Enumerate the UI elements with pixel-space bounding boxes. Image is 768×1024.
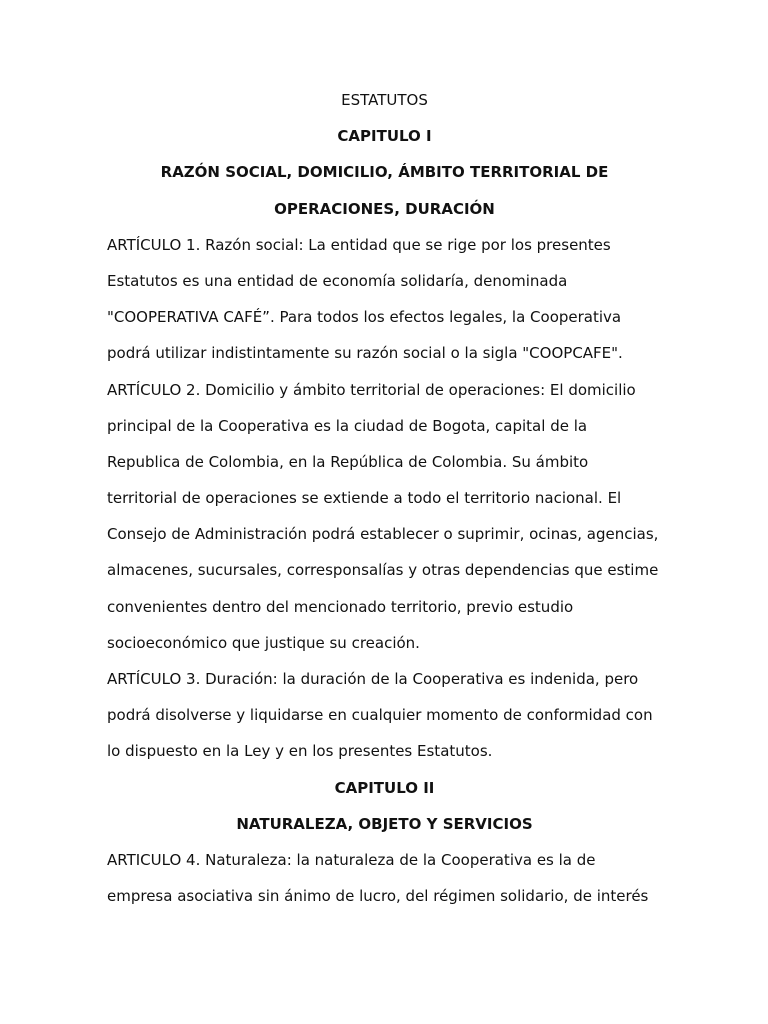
article-2-line: territorial de operaciones se extiende a todo el territorio nacional. El [107,489,622,508]
article-2 [107,372,662,662]
article-2-line: Republica de Colombia, en la República de Colombia. Su ámbito [107,452,589,471]
document-title: ESTATUTOS [341,91,428,109]
article-1-line: "COOPERATIVA CAFÉ”. Para todos los efectos legales, la Cooperativa [107,308,622,327]
article-2-line: principal de la Cooperativa es la ciudad de Bogota, capital de la [107,416,588,435]
chapter-2-subtitle: NATURALEZA, OBJETO Y SERVICIOS [236,814,533,833]
article-4 [107,842,662,914]
chapter-1-subtitle-line-1: RAZÓN SOCIAL, DOMICILIO, ÁMBITO TERRITORIAL DE [160,163,609,182]
chapter-1-heading: CAPITULO I [337,127,432,146]
article-2-line: ARTÍCULO 2. Domicilio y ámbito territorial de operaciones: El domicilio [107,380,636,399]
article-1 [107,227,662,372]
article-3 [107,661,662,770]
article-3-line: podrá disolverse y liquidarse en cualquier momento de conformidad con [107,706,653,725]
chapter-2-heading: CAPITULO II [334,778,435,797]
article-4-line: ARTICULO 4. Naturaleza: la naturaleza de la Cooperativa es la de [107,850,596,869]
article-4-line: empresa asociativa sin ánimo de lucro, del régimen solidario, de interés [107,887,649,906]
document-page [107,82,662,914]
article-1-line: Estatutos es una entidad de economía solidaría, denominada [107,271,568,290]
chapter-1-subtitle-line-2: OPERACIONES, DURACIÓN [274,199,495,218]
article-2-line: socioeconómico que justique su creación. [107,633,420,652]
article-1-line: ARTÍCULO 1. Razón social: La entidad que se rige por los presentes [107,235,611,254]
article-2-line: convenientes dentro del mencionado territorio, previo estudio [107,597,574,616]
article-3-line: lo dispuesto en la Ley y en los presentes Estatutos. [107,742,493,761]
article-3-line: ARTÍCULO 3. Duración: la duración de la Cooperativa es indenida, pero [107,670,639,688]
article-1-line: podrá utilizar indistintamente su razón social o la sigla "COOPCAFE". [107,344,623,363]
article-2-line: Consejo de Administración podrá establecer o suprimir, ocinas, agencias, [107,525,659,544]
article-2-line: almacenes, sucursales, corresponsalías y otras dependencias que estime [107,561,659,580]
